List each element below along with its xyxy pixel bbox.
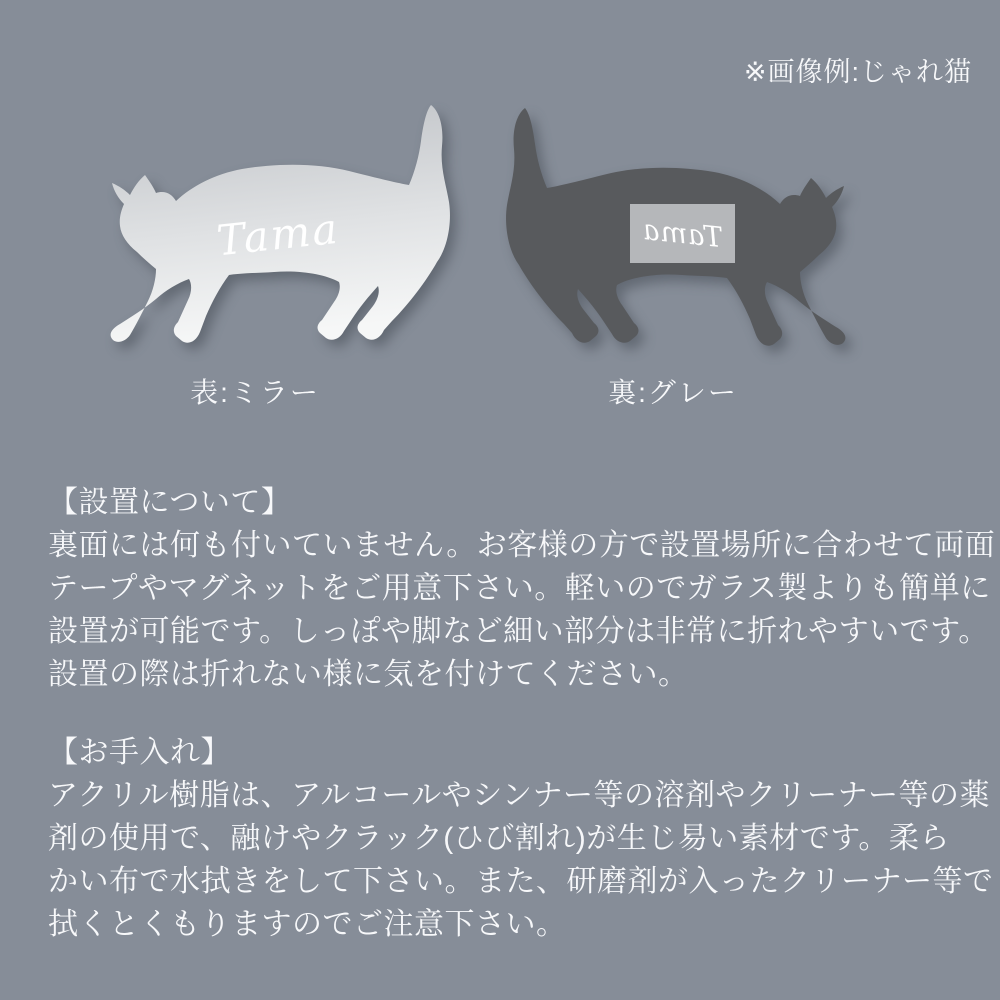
section-installation-heading: 【設置について】 [48, 486, 292, 519]
image-example-note: ※画像例:じゃれ猫 [743, 57, 972, 87]
section-care-heading: 【お手入れ】 [48, 736, 231, 769]
engraving-plate-back [630, 204, 735, 263]
body-line: 設置の際は折れない様に気を付けてください。 [48, 658, 689, 691]
body-line: アクリル樹脂は、アルコールやシンナー等の溶剤やクリーナー等の薬 [48, 779, 991, 812]
cat-back-gray [498, 104, 858, 354]
body-line: 設置が可能です。しっぽや脚など細い部分は非常に折れやすいです。 [48, 615, 989, 648]
caption-back-gray: 裏:グレー [608, 377, 738, 408]
cat-front-mirror [98, 101, 458, 351]
section-installation [48, 481, 996, 696]
body-line: 裏面には何も付いていません。お客様の方で設置場所に合わせて両面 [48, 529, 996, 562]
body-line: 拭くとくもりますのでご注意下さい。 [48, 908, 567, 941]
caption-front-mirror: 表:ミラー [190, 377, 320, 408]
body-line: 剤の使用で、融けやクラック(ひび割れ)が生じ易い素材です。柔ら [48, 822, 950, 855]
engraving-name-front: Tama [214, 203, 342, 265]
body-line: かい布で水拭きをして下さい。また、研磨剤が入ったクリーナー等で [48, 865, 994, 898]
engraving-name-back-mirrored: Tama [640, 212, 725, 255]
body-line: テープやマグネットをご用意下さい。軽いのでガラス製よりも簡単に [48, 572, 991, 605]
section-care [48, 731, 994, 946]
